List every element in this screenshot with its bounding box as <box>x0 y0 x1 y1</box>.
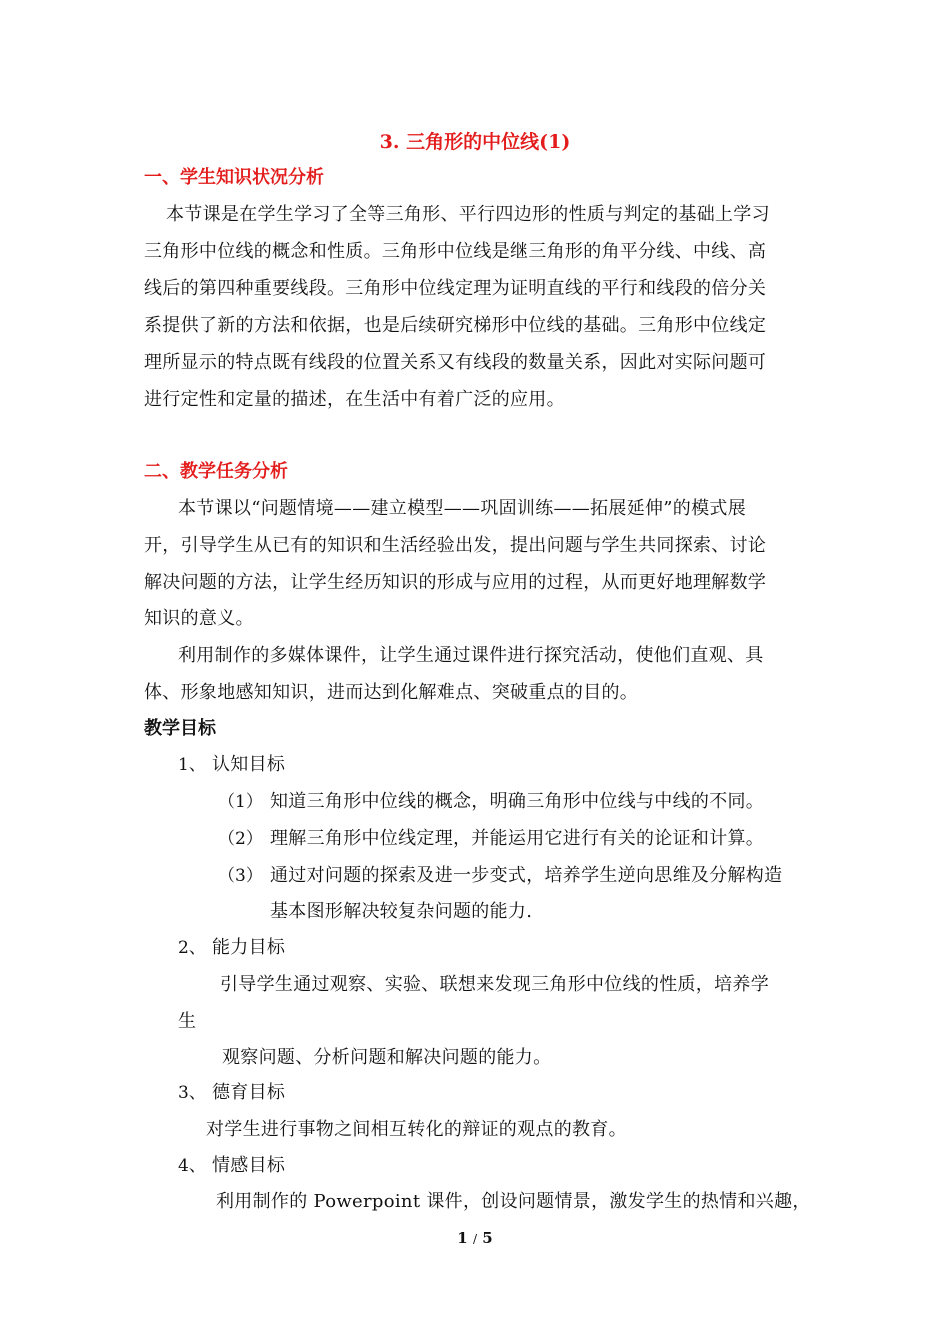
goal-text: 生 <box>178 1011 197 1032</box>
goal-text: 对学生进行事物之间相互转化的辩证的观点的教育。 <box>206 1119 627 1140</box>
paragraph-line: 理所显示的特点既有线段的位置关系又有线段的数量关系，因此对实际问题可 <box>144 352 767 373</box>
page-number <box>0 1229 950 1247</box>
paragraph-line: 知识的意义。 <box>144 608 254 629</box>
goal-text: 观察问题、分析问题和解决问题的能力。 <box>222 1047 552 1068</box>
paragraph-line: 线后的第四种重要线段。三角形中位线定理为证明直线的平行和线段的倍分关 <box>144 278 767 299</box>
page-separator: / <box>472 1232 478 1246</box>
goal-label: 认知目标 <box>212 754 286 775</box>
goal-number: 4、 <box>178 1156 206 1176</box>
goal-number: 1、 <box>178 755 206 775</box>
sub-goal-number: （3） <box>218 866 263 886</box>
goal-text: 利用制作的 Powerpoint 课件，创设问题情景，激发学生的热情和兴趣， <box>216 1191 811 1212</box>
goal-number: 3、 <box>178 1083 206 1103</box>
total-pages: 5 <box>482 1229 493 1247</box>
goal-label: 德育目标 <box>212 1082 286 1103</box>
paragraph-line: 体、形象地感知知识，进而达到化解难点、突破重点的目的。 <box>144 682 639 703</box>
page-title: 3. 三角形的中位线(1) <box>379 131 571 153</box>
sub-goal-number: （1） <box>218 792 263 812</box>
sub-goal-text: 通过对问题的探索及进一步变式，培养学生逆向思维及分解构造 <box>270 865 783 886</box>
goal-label: 情感目标 <box>212 1155 286 1176</box>
paragraph-line: 进行定性和定量的描述，在生活中有着广泛的应用。 <box>144 389 565 410</box>
sub-goal-text: 知道三角形中位线的概念，明确三角形中位线与中线的不同。 <box>270 791 765 812</box>
goal-number: 2、 <box>178 938 206 958</box>
current-page: 1 <box>457 1229 468 1247</box>
paragraph-line: 解决问题的方法，让学生经历知识的形成与应用的过程，从而更好地理解数学 <box>144 572 767 593</box>
sub-goal-text-continued: 基本图形解决较复杂问题的能力. <box>270 901 533 922</box>
goals-heading: 教学目标 <box>144 718 216 739</box>
paragraph-line: 利用制作的多媒体课件，让学生通过课件进行探究活动，使他们直观、具 <box>178 645 764 666</box>
paragraph-line: 三角形中位线的概念和性质。三角形中位线是继三角形的角平分线、中线、高 <box>144 241 767 262</box>
goal-label: 能力目标 <box>212 937 286 958</box>
goal-text: 引导学生通过观察、实验、联想来发现三角形中位线的性质，培养学 <box>220 974 769 995</box>
section-heading-2: 二、教学任务分析 <box>144 461 288 482</box>
paragraph-line: 本节课以“问题情境——建立模型——巩固训练——拓展延伸”的模式展 <box>178 498 747 519</box>
paragraph-line: 系提供了新的方法和依据，也是后续研究梯形中位线的基础。三角形中位线定 <box>144 315 767 336</box>
section-heading-1: 一、学生知识状况分析 <box>144 167 324 188</box>
sub-goal-number: （2） <box>218 829 263 849</box>
paragraph-line: 开，引导学生从已有的知识和生活经验出发，提出问题与学生共同探索、讨论 <box>144 535 767 556</box>
sub-goal-text: 理解三角形中位线定理，并能运用它进行有关的论证和计算。 <box>270 828 765 849</box>
paragraph-line: 本节课是在学生学习了全等三角形、平行四边形的性质与判定的基础上学习 <box>166 204 770 225</box>
